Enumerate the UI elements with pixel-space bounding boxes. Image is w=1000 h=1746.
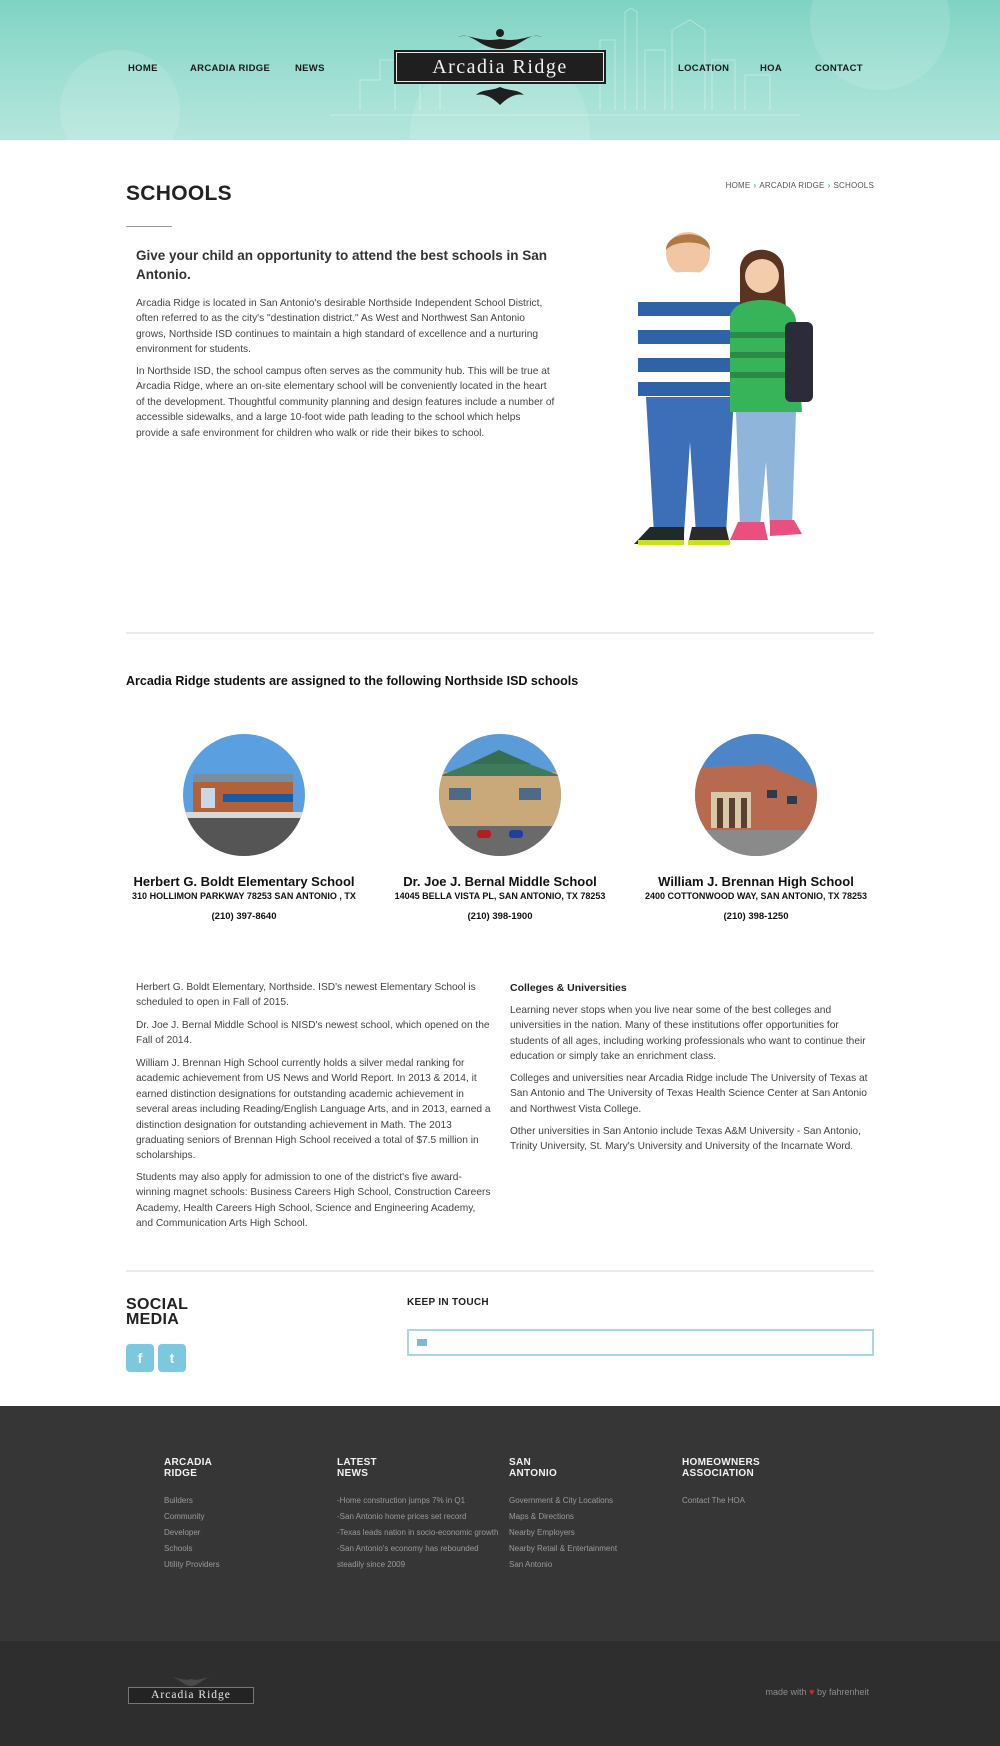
nav-home[interactable]: HOME bbox=[128, 63, 158, 74]
footer-link-contact-hoa[interactable]: Contact The HOA bbox=[682, 1496, 745, 1505]
title-divider bbox=[126, 226, 172, 227]
footer-title-line: HOMEOWNERS bbox=[682, 1457, 760, 1468]
intro-paragraph-2: In Northside ISD, the school campus often serves as the community hub. This will be true at Arcadia Ridge, where an on-site elementary school will be conveniently located in the heart of the development. Thoughtful community planning and design features include a number of accessible sidewalks, and a large 10-foot wide path leading to the school which helps provide a safe environment for children who walk or ride their bikes to school. bbox=[136, 366, 555, 439]
school-name: William J. Brennan High School bbox=[658, 874, 854, 889]
footer-link-builders[interactable]: Builders bbox=[164, 1496, 193, 1505]
keep-in-touch-title: KEEP IN TOUCH bbox=[407, 1297, 489, 1308]
intro-paragraph-1: Arcadia Ridge is located in San Antonio's desirable Northside Independent School District, often referred to as the city's "destination district." As West and Northwest San Antonio grows, Northside ISD continues to maintain a high standard of excellence and a nurturing environment for students. bbox=[136, 298, 543, 356]
logo-wordmark: Arcadia Ridge bbox=[396, 52, 604, 82]
footer-column-arcadia-ridge bbox=[164, 1457, 334, 1573]
newsletter-email-field[interactable] bbox=[407, 1329, 874, 1356]
footer-title-line: ANTONIO bbox=[509, 1468, 558, 1479]
section-divider bbox=[126, 632, 874, 634]
section-divider bbox=[126, 1270, 874, 1272]
breadcrumb bbox=[726, 181, 874, 190]
site-header bbox=[0, 0, 1000, 140]
high-school-photo bbox=[695, 734, 817, 856]
footer-column-san-antonio bbox=[509, 1457, 679, 1573]
credits-made-with: made with bbox=[765, 1687, 807, 1697]
school-address: 14045 BELLA VISTA PL, SAN ANTONIO, TX 78253 bbox=[394, 891, 606, 901]
breadcrumb-arcadia-ridge[interactable]: ARCADIA RIDGE bbox=[759, 181, 825, 190]
left-paragraph-3: William J. Brennan High School currently holds a silver medal ranking for academic achievement from US News and World Report. In 2013 & 2014, it earned distinction designations for outstanding academic achievement in several areas including Reading/English Language Arts, and in 2013, earned a distinction designation for outstanding achievement in Math. The 2013 graduating seniors of Brennan High School received a total of $7.5 million in scholarships. bbox=[136, 1058, 491, 1162]
nav-hoa[interactable]: HOA bbox=[760, 63, 783, 74]
schools-heading: Arcadia Ridge students are assigned to the following Northside ISD schools bbox=[126, 674, 579, 688]
nav-arcadia-ridge[interactable]: ARCADIA RIDGE bbox=[190, 63, 271, 74]
footer-link-retail[interactable]: Nearby Retail & Entertainment bbox=[509, 1544, 618, 1553]
footer-link-community[interactable]: Community bbox=[164, 1512, 205, 1521]
site-logo[interactable] bbox=[396, 25, 604, 109]
left-paragraph-4: Students may also apply for admission to one of the district's five award-winning magnet schools: Business Careers High School, Construction Careers Academy, Health Careers High School, Science and Engineering Academy, and Communication Arts High School. bbox=[136, 1172, 491, 1230]
heart-icon: ♥ bbox=[809, 1687, 815, 1697]
footer-link-utility-providers[interactable]: Utility Providers bbox=[164, 1560, 220, 1569]
chevron-right-icon: › bbox=[827, 181, 831, 190]
footer-title-line: LATEST bbox=[337, 1457, 377, 1468]
breadcrumb-current: SCHOOLS bbox=[833, 181, 874, 190]
chevron-right-icon: › bbox=[753, 181, 757, 190]
footer-link-developer[interactable]: Developer bbox=[164, 1528, 201, 1537]
footer-news-link[interactable]: -Texas leads nation in socio-economic growth bbox=[337, 1528, 499, 1537]
footer-column-latest-news bbox=[337, 1457, 507, 1573]
facebook-icon[interactable]: f bbox=[126, 1344, 154, 1372]
social-title-line-1: SOCIAL bbox=[126, 1296, 189, 1313]
footer-logo-wordmark: Arcadia Ridge bbox=[128, 1687, 254, 1704]
footer-column-title bbox=[682, 1457, 852, 1479]
logo-ornament-bottom-icon bbox=[474, 85, 526, 107]
footer-link-schools[interactable]: Schools bbox=[164, 1544, 193, 1553]
school-name: Herbert G. Boldt Elementary School bbox=[133, 874, 355, 889]
footer-column-title bbox=[337, 1457, 507, 1479]
footer-logo-ornament-icon bbox=[166, 1670, 216, 1687]
logo-ornament-top-icon bbox=[450, 25, 550, 51]
left-paragraph-2: Dr. Joe J. Bernal Middle School is NISD's newest school, which opened on the Fall of 2014. bbox=[136, 1020, 490, 1047]
footer-news-link[interactable]: -Home construction jumps 7% in Q1 bbox=[337, 1496, 466, 1505]
school-name: Dr. Joe J. Bernal Middle School bbox=[403, 874, 597, 889]
intro-heading: Give your child an opportunity to attend the best schools in San Antonio. bbox=[136, 248, 548, 282]
footer-title-line: RIDGE bbox=[164, 1468, 198, 1479]
right-paragraph-1: Learning never stops when you live near some of the best colleges and universities in the nation. Many of these institutions offer opportunities for students of all ages, including working professionals who want to continue their education or simply take an enrichment class. bbox=[510, 1005, 866, 1063]
school-address: 310 HOLLIMON PARKWAY 78253 SAN ANTONIO , TX bbox=[132, 891, 356, 901]
school-card bbox=[636, 734, 876, 922]
footer-column-hoa bbox=[682, 1457, 852, 1509]
breadcrumb-home[interactable]: HOME bbox=[725, 181, 751, 190]
social-media-title bbox=[126, 1297, 188, 1327]
footer-logo[interactable] bbox=[128, 1670, 254, 1720]
footer-link-government[interactable]: Government & City Locations bbox=[509, 1496, 614, 1505]
school-card bbox=[124, 734, 364, 922]
nav-location[interactable]: LOCATION bbox=[678, 63, 730, 74]
footer-news-link[interactable]: -San Antonio's economy has rebounded steadily since 2009 bbox=[337, 1544, 479, 1569]
email-input[interactable] bbox=[433, 1334, 863, 1351]
page-title: SCHOOLS bbox=[126, 182, 232, 205]
footer-title-line: NEWS bbox=[337, 1468, 369, 1479]
colleges-heading: Colleges & Universities bbox=[510, 982, 627, 994]
footer-title-line: ARCADIA bbox=[164, 1457, 213, 1468]
envelope-icon bbox=[417, 1339, 427, 1346]
middle-school-photo bbox=[439, 734, 561, 856]
school-card bbox=[380, 734, 620, 922]
footer-title-line: SAN bbox=[509, 1457, 532, 1468]
footer-link-maps[interactable]: Maps & Directions bbox=[509, 1512, 574, 1521]
credits bbox=[766, 1687, 869, 1697]
school-address: 2400 COTTONWOOD WAY, SAN ANTONIO, TX 78253 bbox=[644, 891, 868, 901]
twitter-icon[interactable]: t bbox=[158, 1344, 186, 1372]
credits-author-link[interactable]: by fahrenheit bbox=[816, 1687, 869, 1697]
elementary-school-photo bbox=[183, 734, 305, 856]
nav-news[interactable]: NEWS bbox=[295, 63, 325, 74]
footer-column-title bbox=[164, 1457, 334, 1479]
footer-column-title bbox=[509, 1457, 679, 1479]
students-photo bbox=[580, 222, 840, 617]
social-title-line-2: MEDIA bbox=[126, 1311, 180, 1328]
right-paragraph-2: Colleges and universities near Arcadia Ridge include The University of Texas at San Antonio and The University of Texas Health Science Center at San Antonio and Northwest Vista College. bbox=[510, 1073, 868, 1115]
footer-link-san-antonio[interactable]: San Antonio bbox=[509, 1560, 553, 1569]
school-phone[interactable]: (210) 397-8640 bbox=[211, 911, 277, 922]
footer-title-line: ASSOCIATION bbox=[682, 1468, 755, 1479]
nav-contact[interactable]: CONTACT bbox=[815, 63, 863, 74]
school-phone[interactable]: (210) 398-1900 bbox=[467, 911, 533, 922]
left-paragraph-1: Herbert G. Boldt Elementary, Northside. ISD's newest Elementary School is scheduled to open in Fall of 2015. bbox=[136, 982, 476, 1009]
right-paragraph-3: Other universities in San Antonio include Texas A&M University - San Antonio, Trinity University, St. Mary's University and University of the Incarnate Word. bbox=[510, 1126, 861, 1153]
footer-news-link[interactable]: -San Antonio home prices set record bbox=[337, 1512, 467, 1521]
school-phone[interactable]: (210) 398-1250 bbox=[723, 911, 789, 922]
footer-link-employers[interactable]: Nearby Employers bbox=[509, 1528, 575, 1537]
